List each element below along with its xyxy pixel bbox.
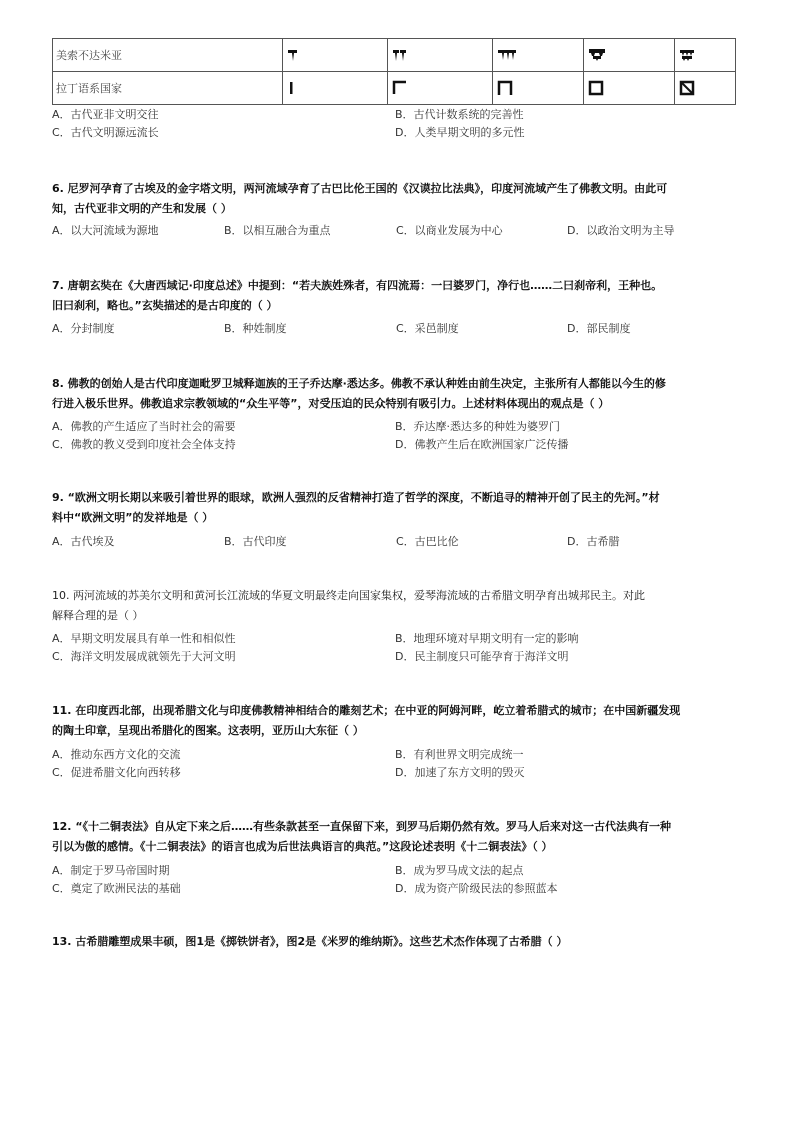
table-row-latin	[53, 72, 736, 105]
option-c[interactable]: C．促进希腊文化向西转移	[52, 766, 181, 779]
three-wedge-glyph	[493, 39, 584, 72]
question-line: 10. 两河流域的苏美尔文明和黄河长江流域的华夏文明最终走向国家集权，爱琴海流域的古希腊文明孕育出城邦民主。对此	[52, 589, 645, 602]
option-b[interactable]: B．古代计数系统的完善性	[395, 108, 524, 121]
numeral-comparison-table	[52, 38, 736, 105]
question-10-options	[52, 630, 742, 666]
question-line: 的陶土印章，呈现出希腊化的图案。这表明，亚历山大东征（ ）	[52, 724, 364, 737]
corner-glyph	[388, 72, 493, 105]
option-b[interactable]: B．以相互融合为重点	[224, 224, 331, 237]
option-d[interactable]: D．民主制度只可能孕育于海洋文明	[395, 650, 569, 663]
option-a[interactable]: A．古代亚非文明交往	[52, 108, 159, 121]
option-c[interactable]: C．古代文明源远流长	[52, 126, 159, 139]
five-wedge-glyph	[675, 39, 736, 72]
question-7-options	[52, 320, 742, 338]
option-b[interactable]: B．乔达摩·悉达多的种姓为婆罗门	[395, 420, 561, 433]
q5-options	[52, 106, 742, 142]
option-d[interactable]: D．古希腊	[567, 535, 620, 548]
question-6-options	[52, 222, 742, 240]
question-line: 7. 唐朝玄奘在《大唐西域记·印度总述》中提到：“若夫族姓殊者，有四流焉：一曰婆罗门，净行也……二曰刹帝利，王种也。	[52, 279, 663, 292]
vertical-bar-glyph	[283, 72, 388, 105]
option-d[interactable]: D．佛教产生后在欧洲国家广泛传播	[395, 438, 569, 451]
row-label-mesopotamia: 美索不达米亚	[53, 39, 283, 72]
question-12-options	[52, 862, 742, 898]
question-line: 9. “欧洲文明长期以来吸引着世界的眼球，欧洲人强烈的反省精神打造了哲学的深度，不断追寻的精神开创了民主的先河。”材	[52, 491, 660, 504]
option-a[interactable]: A．以大河流域为源地	[52, 224, 159, 237]
question-line: 行进入极乐世界。佛教追求宗教领域的“众生平等”，对受压迫的民众特别有吸引力。上述材料体现出的观点是（ ）	[52, 397, 610, 410]
question-9-stem	[52, 488, 742, 528]
option-d[interactable]: D．成为资产阶级民法的参照蓝本	[395, 882, 558, 895]
option-d[interactable]: D．以政治文明为主导	[567, 224, 675, 237]
question-line: 12. “《十二铜表法》自从定下来之后……有些条款甚至一直保留下来，到罗马后期仍然有效。罗马人后来对这一古代法典有一种	[52, 820, 672, 833]
option-d[interactable]: D．人类早期文明的多元性	[395, 126, 525, 139]
question-line: 解释合理的是（ ）	[52, 609, 144, 622]
option-a[interactable]: A．古代埃及	[52, 535, 115, 548]
arch-glyph	[493, 72, 584, 105]
option-c[interactable]: C．海洋文明发展成就领先于大河文明	[52, 650, 236, 663]
option-b[interactable]: B．有利世界文明完成统一	[395, 748, 524, 761]
table-row-mesopotamia	[53, 39, 736, 72]
one-wedge-glyph	[283, 39, 388, 72]
option-c[interactable]: C．佛教的教义受到印度社会全体支持	[52, 438, 236, 451]
option-c[interactable]: C．奠定了欧洲民法的基础	[52, 882, 181, 895]
option-a[interactable]: A．推动东西方文化的交流	[52, 748, 181, 761]
square-glyph	[584, 72, 675, 105]
question-line: 料中“欧洲文明”的发祥地是（ ）	[52, 511, 214, 524]
option-c[interactable]: C．古巴比伦	[396, 535, 459, 548]
option-c[interactable]: C．以商业发展为中心	[396, 224, 503, 237]
option-d[interactable]: D．部民制度	[567, 322, 631, 335]
option-b[interactable]: B．古代印度	[224, 535, 287, 548]
question-10-stem	[52, 586, 742, 626]
question-12-stem	[52, 817, 742, 857]
four-wedge-glyph	[584, 39, 675, 72]
question-11-stem	[52, 701, 742, 741]
option-a[interactable]: A．早期文明发展具有单一性和相似性	[52, 632, 236, 645]
question-6-stem	[52, 179, 742, 219]
option-c[interactable]: C．采邑制度	[396, 322, 459, 335]
option-a[interactable]: A．制定于罗马帝国时期	[52, 864, 170, 877]
question-line: 引以为傲的感情。《十二铜表法》的语言也成为后世法典语言的典范。”这段论述表明《十二铜表法》（ ）	[52, 840, 553, 853]
two-wedge-glyph	[388, 39, 493, 72]
question-9-options	[52, 533, 742, 551]
square-slash-glyph	[675, 72, 736, 105]
question-line: 6. 尼罗河孕育了古埃及的金字塔文明，两河流域孕育了古巴比伦王国的《汉谟拉比法典》，印度河流域产生了佛教文明。由此可	[52, 182, 668, 195]
row-label-latin: 拉丁语系国家	[53, 72, 283, 105]
option-a[interactable]: A．分封制度	[52, 322, 115, 335]
question-line: 11. 在印度西北部，出现希腊文化与印度佛教精神相结合的雕刻艺术；在中亚的阿姆河畔，屹立着希腊式的城市；在中国新疆发现	[52, 704, 681, 717]
question-11-options	[52, 746, 742, 782]
question-8-stem	[52, 374, 742, 414]
option-d[interactable]: D．加速了东方文明的毁灭	[395, 766, 525, 779]
option-b[interactable]: B．成为罗马成文法的起点	[395, 864, 524, 877]
question-line: 8. 佛教的创始人是古代印度迦毗罗卫城释迦族的王子乔达摩·悉达多。佛教不承认种姓由前生决定，主张所有人都能以今生的修	[52, 377, 666, 390]
question-7-stem	[52, 276, 742, 316]
question-line: 旧曰刹利，略也。”玄奘描述的是古印度的（ ）	[52, 299, 278, 312]
option-b[interactable]: B．地理环境对早期文明有一定的影响	[395, 632, 579, 645]
question-line: 知，古代亚非文明的产生和发展（ ）	[52, 202, 232, 215]
question-line: 13. 古希腊雕塑成果丰硕，图1是《掷铁饼者》，图2是《米罗的维纳斯》。这些艺术杰作体现了古希腊（ ）	[52, 935, 568, 948]
question-8-options	[52, 418, 742, 454]
option-a[interactable]: A．佛教的产生适应了当时社会的需要	[52, 420, 236, 433]
option-b[interactable]: B．种姓制度	[224, 322, 287, 335]
question-13-stem	[52, 932, 742, 952]
